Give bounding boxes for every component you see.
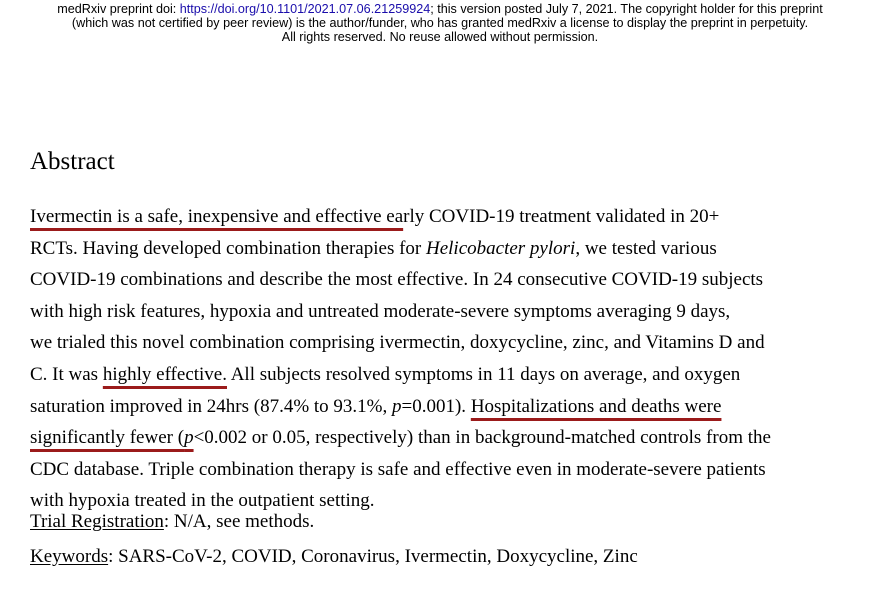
header-line-2: (which was not certified by peer review) is the author/funder, who has granted medRxiv a license to display the preprint in perpetuity. xyxy=(71,16,809,31)
header-line-1 xyxy=(0,2,880,16)
p-value-symbol: p xyxy=(184,427,194,449)
highlight-significantly-fewer xyxy=(30,427,194,448)
abstract-text: , we tested various xyxy=(575,237,717,259)
trial-registration-label: Trial Registration xyxy=(30,511,164,532)
keywords-value: : SARS-CoV-2, COVID, Coronavirus, Ivermectin, Doxycycline, Zinc xyxy=(108,546,638,567)
abstract-text: =0.001). xyxy=(401,395,471,417)
abstract-text: rly COVID-19 treatment validated in 20+ xyxy=(403,206,720,227)
trial-registration-value: : N/A, see methods. xyxy=(163,511,315,532)
abstract-line-3: COVID-19 combinations and describe the most effective. In 24 consecutive COVID-19 subjects xyxy=(30,269,764,291)
abstract-text: <0.002 or 0.05, respectively) than in background-matched controls from the xyxy=(193,427,771,449)
highlight-hospitalizations: Hospitalizations and deaths were xyxy=(470,395,722,417)
p-value-symbol: p xyxy=(392,395,402,417)
abstract-line-5: we trialed this novel combination comprising ivermectin, doxycycline, zinc, and Vitamins D and xyxy=(30,332,765,354)
abstract-line-2 xyxy=(30,233,860,265)
abstract-line-4: with high risk features, hypoxia and untreated moderate-severe symptoms averaging 9 days, xyxy=(30,300,731,322)
abstract-heading: Abstract xyxy=(30,148,115,175)
preprint-header xyxy=(0,2,880,45)
abstract-text: All subjects resolved symptoms in 11 days on average, and oxygen xyxy=(227,363,741,385)
keywords xyxy=(30,545,638,569)
header-line-3: All rights reserved. No reuse allowed without permission. xyxy=(281,30,599,45)
abstract-text: significantly fewer ( xyxy=(30,427,185,449)
species-name: Helicobacter pylori xyxy=(426,237,576,259)
abstract-line-7 xyxy=(30,391,860,423)
keywords-label: Keywords xyxy=(30,546,109,567)
abstract-line-8 xyxy=(30,422,860,454)
trial-registration xyxy=(30,510,314,534)
abstract-line-9: CDC database. Triple combination therapy is safe and effective even in moderate-severe patients xyxy=(30,458,766,480)
abstract-body xyxy=(30,201,860,517)
highlight-ivermectin-safe: Ivermectin is a safe, inexpensive and effective ea xyxy=(30,206,404,227)
abstract-line-1 xyxy=(30,201,860,233)
abstract-line-10: with hypoxia treated in the outpatient setting. xyxy=(30,490,375,512)
highlight-highly-effective: highly effective. xyxy=(102,363,227,385)
abstract-text: saturation improved in 24hrs (87.4% to 93.1%, xyxy=(30,395,393,417)
abstract-text: RCTs. Having developed combination therapies for xyxy=(30,237,426,259)
header-line-1-suffix: ; this version posted July 7, 2021. The copyright holder for this preprint xyxy=(430,2,823,16)
doi-link[interactable]: https://doi.org/10.1101/2021.07.06.21259924 xyxy=(179,2,431,16)
abstract-text: C. It was xyxy=(30,363,103,385)
header-doi-prefix: medRxiv preprint doi: xyxy=(57,2,180,16)
abstract-line-6 xyxy=(30,359,860,391)
